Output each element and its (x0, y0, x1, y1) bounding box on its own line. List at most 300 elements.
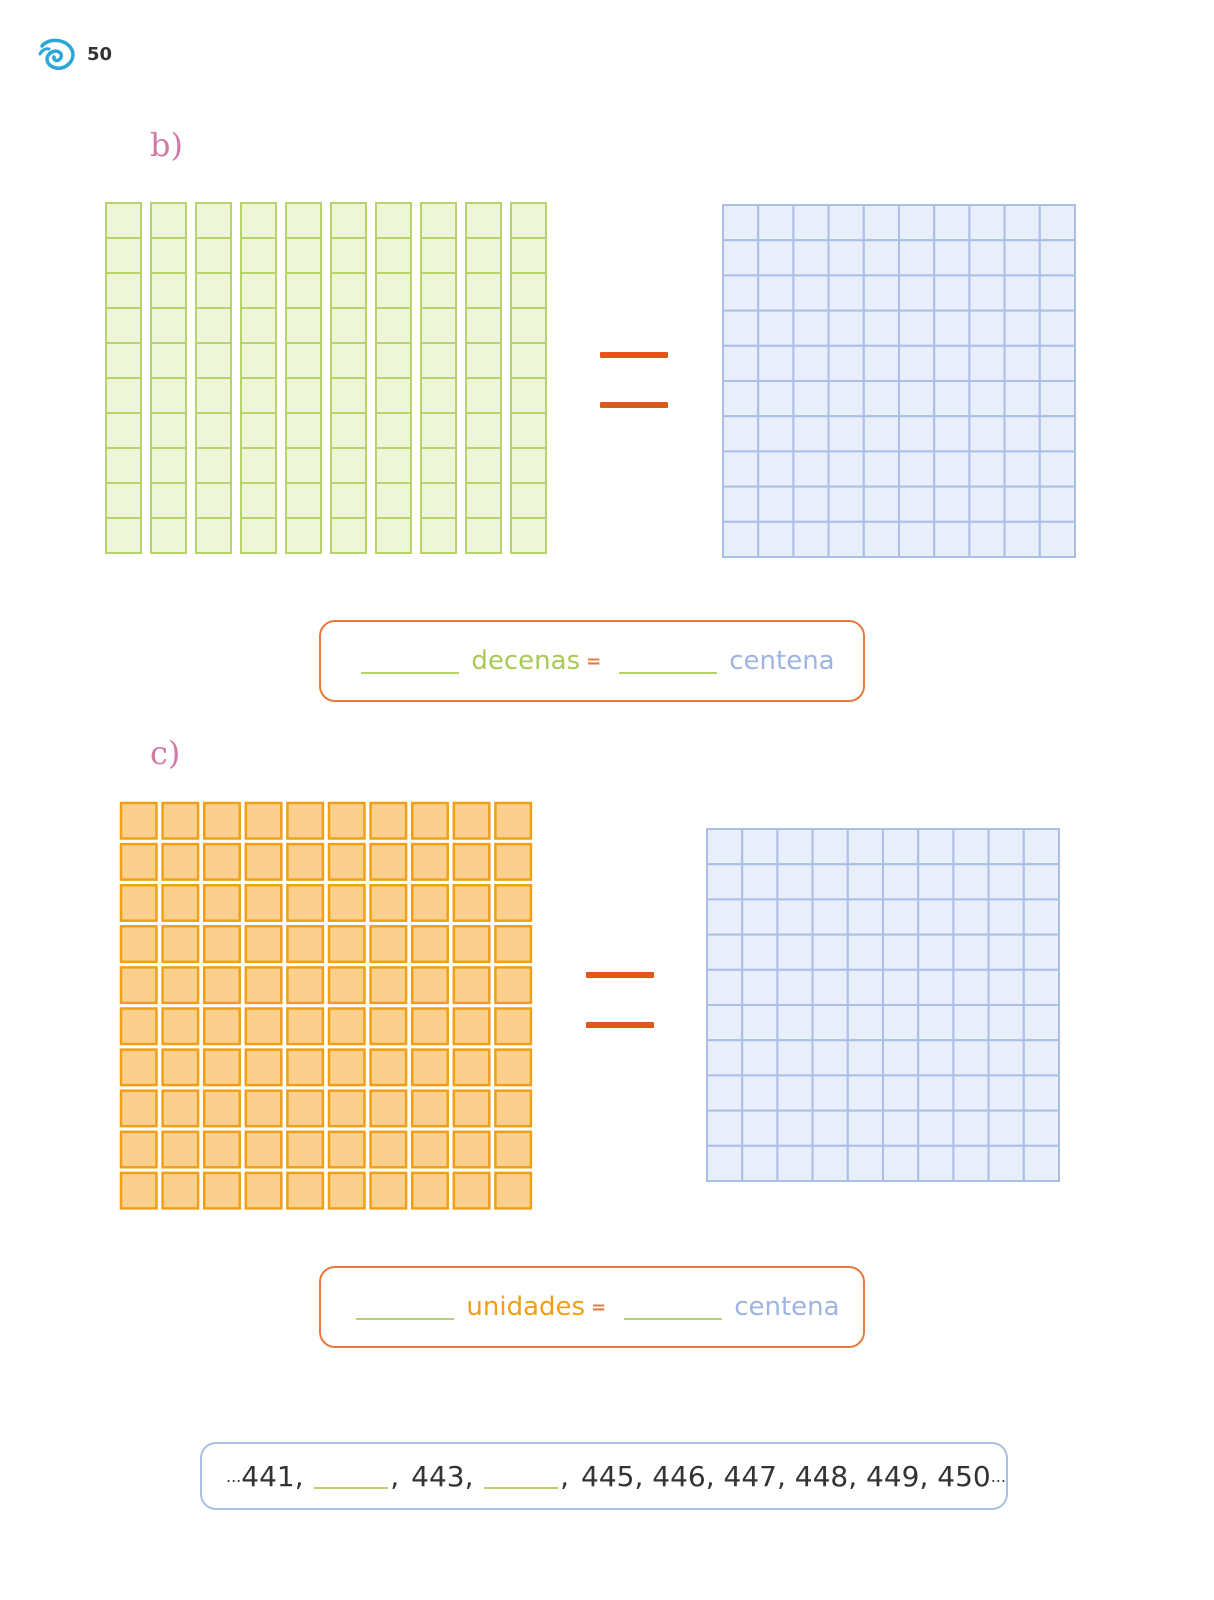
ten-rod-cell (331, 518, 366, 553)
hundred-flat-cell (1005, 275, 1040, 310)
ten-rod-cell (106, 518, 141, 553)
hundred-flat-cell (918, 1075, 953, 1110)
sequence-comma: , (560, 1459, 570, 1493)
unit-cube (204, 1091, 240, 1127)
unit-cube (454, 1173, 490, 1209)
hundred-flat-cell (848, 1111, 883, 1146)
ten-rod-cell (511, 378, 546, 413)
hundred-flat-cell (899, 416, 934, 451)
hundred-flat-cell (899, 205, 934, 240)
hundred-flat-cell (1024, 1146, 1059, 1181)
unidades-label: unidades (466, 1292, 586, 1322)
answer-blank-1[interactable] (361, 648, 459, 674)
hundred-flat-cell (1024, 864, 1059, 899)
hundred-flat-cell (758, 311, 793, 346)
hundred-flat-cell (953, 1075, 988, 1110)
ten-rod-cell (376, 518, 411, 553)
ten-rod-cell (331, 413, 366, 448)
hundred-flat-cell (969, 311, 1004, 346)
ten-rod-cell (151, 238, 186, 273)
hundred-flat-cell (864, 522, 899, 557)
hundred-flat-cell (989, 970, 1024, 1005)
ten-rod-cell (106, 483, 141, 518)
hundred-flat-cell (723, 240, 758, 275)
hundred-flat-cell (742, 829, 777, 864)
unit-cube (204, 967, 240, 1003)
hundred-flat-cell (969, 381, 1004, 416)
hundred-flat-cell (918, 899, 953, 934)
hundred-flat-cell (793, 311, 828, 346)
hundred-flat-cell (758, 487, 793, 522)
ten-rod-cell (196, 203, 231, 238)
unit-cube (246, 885, 281, 921)
hundred-flat-cell (989, 864, 1024, 899)
hundred-flat-cell (883, 1040, 918, 1075)
tens-rods-grid (105, 202, 551, 558)
unit-cube (495, 1173, 531, 1209)
unit-cube (371, 885, 407, 921)
hundred-flat-cell (1040, 205, 1075, 240)
ten-rod-cell (376, 273, 411, 308)
unit-cube (371, 926, 407, 962)
ten-rod-cell (466, 413, 501, 448)
hundred-flat-cell (723, 381, 758, 416)
hundred-flat-cell (918, 1111, 953, 1146)
unit-cube (495, 1050, 531, 1086)
equals-sign: = (591, 1296, 607, 1318)
hundred-flat-cell (1005, 240, 1040, 275)
answer-box-b (319, 620, 865, 702)
unit-cube (121, 1173, 157, 1209)
sequence-blank-444[interactable] (484, 1463, 559, 1489)
hundred-flat-cell (723, 522, 758, 557)
hundred-flat-cell (777, 970, 812, 1005)
hundred-flat-cell (953, 864, 988, 899)
hundred-flat-cell (848, 1005, 883, 1040)
hundred-flat-cell (813, 829, 848, 864)
unit-cube (412, 1050, 448, 1086)
hundred-flat-cell (793, 240, 828, 275)
unit-cube (204, 1173, 240, 1209)
unit-cube (495, 1091, 531, 1127)
hundred-flat-cell (723, 311, 758, 346)
unit-cube (412, 1173, 448, 1209)
sequence-comma: , (390, 1459, 400, 1493)
answer-blank-2[interactable] (624, 1294, 722, 1320)
ten-rod-cell (196, 238, 231, 273)
ten-rod-cell (196, 308, 231, 343)
hundred-flat-cell (969, 275, 1004, 310)
unit-cube (163, 885, 199, 921)
ten-rod-cell (511, 518, 546, 553)
ten-rod-cell (286, 308, 321, 343)
unit-cube (246, 967, 281, 1003)
unit-cube (371, 1132, 407, 1168)
hundred-flat-cell (793, 487, 828, 522)
hundred-flat-cell (793, 451, 828, 486)
hundred-flat-cell (1024, 829, 1059, 864)
hundred-flat-cell (813, 899, 848, 934)
hundred-flat-cell (1005, 416, 1040, 451)
unit-cube (287, 1173, 323, 1209)
ten-rod-cell (466, 308, 501, 343)
swirl-logo-icon (38, 36, 76, 72)
hundred-flat-cell (742, 1111, 777, 1146)
hundred-flat-cell (989, 899, 1024, 934)
unit-cube (246, 926, 281, 962)
hundred-flat-cell (1040, 451, 1075, 486)
ten-rod-cell (466, 483, 501, 518)
hundred-flat-cell (1005, 451, 1040, 486)
hundred-flat-cell (829, 311, 864, 346)
hundred-flat-cell (953, 899, 988, 934)
hundred-flat-cell (1040, 346, 1075, 381)
ten-rod-cell (196, 378, 231, 413)
hundred-flat-cell (1024, 1111, 1059, 1146)
ten-rod-cell (466, 203, 501, 238)
sequence-end-dots: ... (990, 1466, 1006, 1486)
unit-cube (412, 885, 448, 921)
hundred-flat-cell (742, 864, 777, 899)
unit-cube (204, 1009, 240, 1045)
sequence-numbers-rest: 445, 446, 447, 448, 449, 450 (581, 1459, 991, 1493)
unit-cube (371, 1009, 407, 1045)
equals-bar-top (586, 972, 654, 978)
hundred-flat-cell (969, 487, 1004, 522)
hundred-flat-cell (918, 1040, 953, 1075)
ten-rod-cell (106, 273, 141, 308)
unit-cube (163, 1050, 199, 1086)
hundred-flat-cell (707, 1005, 742, 1040)
hundred-flat-cell (864, 346, 899, 381)
unit-cube (495, 1132, 531, 1168)
unit-cube (163, 926, 199, 962)
hundred-flat-cell (1024, 899, 1059, 934)
ten-rod-cell (286, 518, 321, 553)
hundred-flat-cell (848, 1075, 883, 1110)
hundred-flat-cell (918, 1146, 953, 1181)
hundred-flat-cell (934, 240, 969, 275)
hundred-flat-cell (864, 451, 899, 486)
hundred-flat-cell (848, 1146, 883, 1181)
hundred-flat-cell (934, 416, 969, 451)
unit-cube (121, 926, 157, 962)
hundred-flat-cell (934, 311, 969, 346)
hundred-flat-cell (969, 205, 1004, 240)
unit-cube (329, 1009, 365, 1045)
hundred-flat-cell (1005, 522, 1040, 557)
ten-rod-cell (331, 378, 366, 413)
unit-cube (163, 1009, 199, 1045)
hundred-flat-cell (883, 970, 918, 1005)
unit-cube (121, 1009, 157, 1045)
unit-cube (371, 1050, 407, 1086)
unit-cube (121, 885, 157, 921)
hundred-flat-cell (899, 451, 934, 486)
unit-cube (163, 1132, 199, 1168)
unit-cube (163, 967, 199, 1003)
ten-rod-cell (331, 343, 366, 378)
ten-rod-cell (376, 203, 411, 238)
sequence-blank-442[interactable] (314, 1463, 389, 1489)
answer-blank-2[interactable] (619, 648, 717, 674)
hundred-flat-cell (793, 275, 828, 310)
ten-rod-cell (331, 238, 366, 273)
unit-cube (246, 844, 281, 880)
ten-rod-cell (286, 238, 321, 273)
ten-rod-cell (241, 308, 276, 343)
ten-rod-cell (151, 378, 186, 413)
hundred-flat-cell (864, 381, 899, 416)
hundred-flat-cell (1024, 1005, 1059, 1040)
hundred-flat-cell (953, 1005, 988, 1040)
hundred-flat-cell (848, 864, 883, 899)
ten-rod-cell (241, 483, 276, 518)
ten-rod-cell (241, 273, 276, 308)
hundred-flat-cell (934, 346, 969, 381)
hundred-flat-cell (934, 381, 969, 416)
hundred-flat-cell (899, 487, 934, 522)
ten-rod-cell (421, 483, 456, 518)
hundred-flat-cell (707, 1146, 742, 1181)
centena-label: centena (729, 646, 835, 676)
hundred-flat-cell (813, 1040, 848, 1075)
hundred-flat-cell (1024, 935, 1059, 970)
unit-cube (371, 803, 407, 839)
ten-rod-cell (511, 203, 546, 238)
unit-cube (454, 1050, 490, 1086)
ten-rod-cell (151, 448, 186, 483)
hundred-flat-cell (707, 935, 742, 970)
ten-rod-cell (151, 308, 186, 343)
hundred-flat-cell (1024, 970, 1059, 1005)
ten-rod-cell (196, 448, 231, 483)
hundred-flat-cell (1005, 346, 1040, 381)
ten-rod-cell (151, 203, 186, 238)
hundred-flat-cell (899, 275, 934, 310)
unit-cube (287, 1132, 323, 1168)
ten-rod-cell (286, 343, 321, 378)
hundred-flat-cell (793, 381, 828, 416)
unit-cube (287, 803, 323, 839)
ten-rod-cell (241, 448, 276, 483)
unit-cube (246, 1132, 281, 1168)
ten-rod-cell (286, 448, 321, 483)
ten-rod-cell (106, 378, 141, 413)
unit-cube (454, 926, 490, 962)
ten-rod-cell (151, 483, 186, 518)
ten-rod-cell (466, 448, 501, 483)
ten-rod-cell (151, 518, 186, 553)
unit-cube (371, 844, 407, 880)
unit-cube (287, 1091, 323, 1127)
hundred-flat-cell (813, 1146, 848, 1181)
answer-box-c (319, 1266, 865, 1348)
ten-rod-cell (376, 378, 411, 413)
hundred-flat-cell (829, 205, 864, 240)
unit-cube (204, 803, 240, 839)
unit-cube (329, 1173, 365, 1209)
centena-label: centena (734, 1292, 840, 1322)
hundred-flat-cell (1005, 205, 1040, 240)
hundred-flat-cell (969, 346, 1004, 381)
ten-rod-cell (196, 343, 231, 378)
hundred-flat-cell (864, 275, 899, 310)
unit-cube (329, 1091, 365, 1127)
hundred-flat-cell (829, 381, 864, 416)
unit-cube (329, 926, 365, 962)
ten-rod-cell (106, 308, 141, 343)
ten-rod-cell (421, 273, 456, 308)
ten-rod-cell (511, 448, 546, 483)
hundred-flat-cell (742, 899, 777, 934)
hundred-flat-cell (918, 1005, 953, 1040)
hundred-flat-cell (899, 240, 934, 275)
hundred-flat-cell (918, 935, 953, 970)
hundred-flat-cell (777, 1146, 812, 1181)
ten-rod-cell (421, 308, 456, 343)
hundred-flat-cell (989, 1075, 1024, 1110)
ten-rod-cell (376, 238, 411, 273)
sequence-start-dots: ... (226, 1466, 242, 1486)
hundred-flat-cell (742, 935, 777, 970)
unit-cube (412, 803, 448, 839)
ten-rod-cell (511, 238, 546, 273)
hundred-flat-cell (707, 829, 742, 864)
unit-cube (246, 803, 281, 839)
unit-cube (204, 1050, 240, 1086)
ten-rod-cell (511, 483, 546, 518)
ten-rod-cell (331, 273, 366, 308)
unit-cube (454, 885, 490, 921)
unit-cube (454, 803, 490, 839)
ten-rod-cell (331, 483, 366, 518)
hundred-flat-grid (706, 828, 1062, 1184)
hundred-flat-cell (813, 1075, 848, 1110)
ten-rod-cell (421, 203, 456, 238)
page-number: 50 (87, 44, 113, 65)
hundred-flat-cell (813, 1005, 848, 1040)
hundred-flat-cell (883, 864, 918, 899)
hundred-flat-cell (707, 1111, 742, 1146)
unit-cube (371, 1091, 407, 1127)
hundred-flat-cell (848, 829, 883, 864)
unit-cube (204, 844, 240, 880)
hundred-flat-cell (793, 346, 828, 381)
ten-rod-cell (421, 413, 456, 448)
hundred-flat-cell (953, 1111, 988, 1146)
hundred-flat-cell (707, 970, 742, 1005)
hundred-flat-cell (777, 899, 812, 934)
ten-rod-cell (421, 238, 456, 273)
ten-rod-cell (151, 273, 186, 308)
hundred-flat-cell (1005, 381, 1040, 416)
unit-cube (329, 1050, 365, 1086)
hundred-flat-cell (1024, 1040, 1059, 1075)
hundred-flat-cell (723, 205, 758, 240)
hundred-flat-cell (864, 487, 899, 522)
hundred-flat-cell (1040, 487, 1075, 522)
hundred-flat-cell (883, 829, 918, 864)
hundred-flat-cell (883, 899, 918, 934)
hundred-flat-cell (777, 864, 812, 899)
hundred-flat-cell (848, 1040, 883, 1075)
unit-cube (163, 844, 199, 880)
hundred-flat-cell (989, 935, 1024, 970)
ten-rod-cell (511, 413, 546, 448)
hundred-flat-cell (969, 416, 1004, 451)
ten-rod-cell (196, 273, 231, 308)
hundred-flat-cell (969, 522, 1004, 557)
unit-cube (246, 1173, 281, 1209)
hundred-flat-cell (918, 829, 953, 864)
hundred-flat-cell (953, 1040, 988, 1075)
unit-cube (495, 885, 531, 921)
hundred-flat-cell (829, 522, 864, 557)
answer-blank-1[interactable] (356, 1294, 454, 1320)
ten-rod-cell (421, 343, 456, 378)
hundred-flat-cell (777, 1075, 812, 1110)
hundred-flat-cell (777, 935, 812, 970)
hundred-flat-cell (758, 416, 793, 451)
hundred-flat-cell (777, 1111, 812, 1146)
ten-rod-cell (376, 343, 411, 378)
ten-rod-cell (241, 343, 276, 378)
unit-cube (246, 1009, 281, 1045)
unit-cube (246, 1050, 281, 1086)
unit-cube (246, 1091, 281, 1127)
unit-cubes-grid (120, 802, 534, 1212)
unit-cube (454, 967, 490, 1003)
unit-cube (454, 1009, 490, 1045)
hundred-flat-cell (953, 829, 988, 864)
hundred-flat-cell (777, 1040, 812, 1075)
unit-cube (495, 1009, 531, 1045)
hundred-flat-cell (1040, 381, 1075, 416)
hundred-flat-cell (742, 1075, 777, 1110)
hundred-flat-cell (918, 970, 953, 1005)
decenas-label: decenas (471, 646, 581, 676)
equals-sign: = (586, 650, 602, 672)
unit-cube (204, 1132, 240, 1168)
unit-cube (454, 1091, 490, 1127)
ten-rod-cell (286, 413, 321, 448)
unit-cube (412, 1091, 448, 1127)
unit-cube (163, 1091, 199, 1127)
hundred-flat-cell (883, 1111, 918, 1146)
unit-cube (412, 844, 448, 880)
hundred-flat-cell (758, 522, 793, 557)
unit-cube (329, 844, 365, 880)
hundred-flat-cell (793, 205, 828, 240)
unit-cube (371, 1173, 407, 1209)
unit-cube (454, 844, 490, 880)
ten-rod-cell (241, 203, 276, 238)
unit-cube (412, 1009, 448, 1045)
unit-cube (121, 803, 157, 839)
hundred-flat-cell (742, 970, 777, 1005)
hundred-flat-cell (953, 1146, 988, 1181)
hundred-flat-cell (989, 1040, 1024, 1075)
hundred-flat-cell (934, 451, 969, 486)
hundred-flat-cell (793, 416, 828, 451)
ten-rod-cell (466, 518, 501, 553)
ten-rod-cell (466, 238, 501, 273)
hundred-flat-cell (723, 451, 758, 486)
ten-rod-cell (376, 413, 411, 448)
hundred-flat-cell (742, 1005, 777, 1040)
hundred-flat-cell (953, 970, 988, 1005)
